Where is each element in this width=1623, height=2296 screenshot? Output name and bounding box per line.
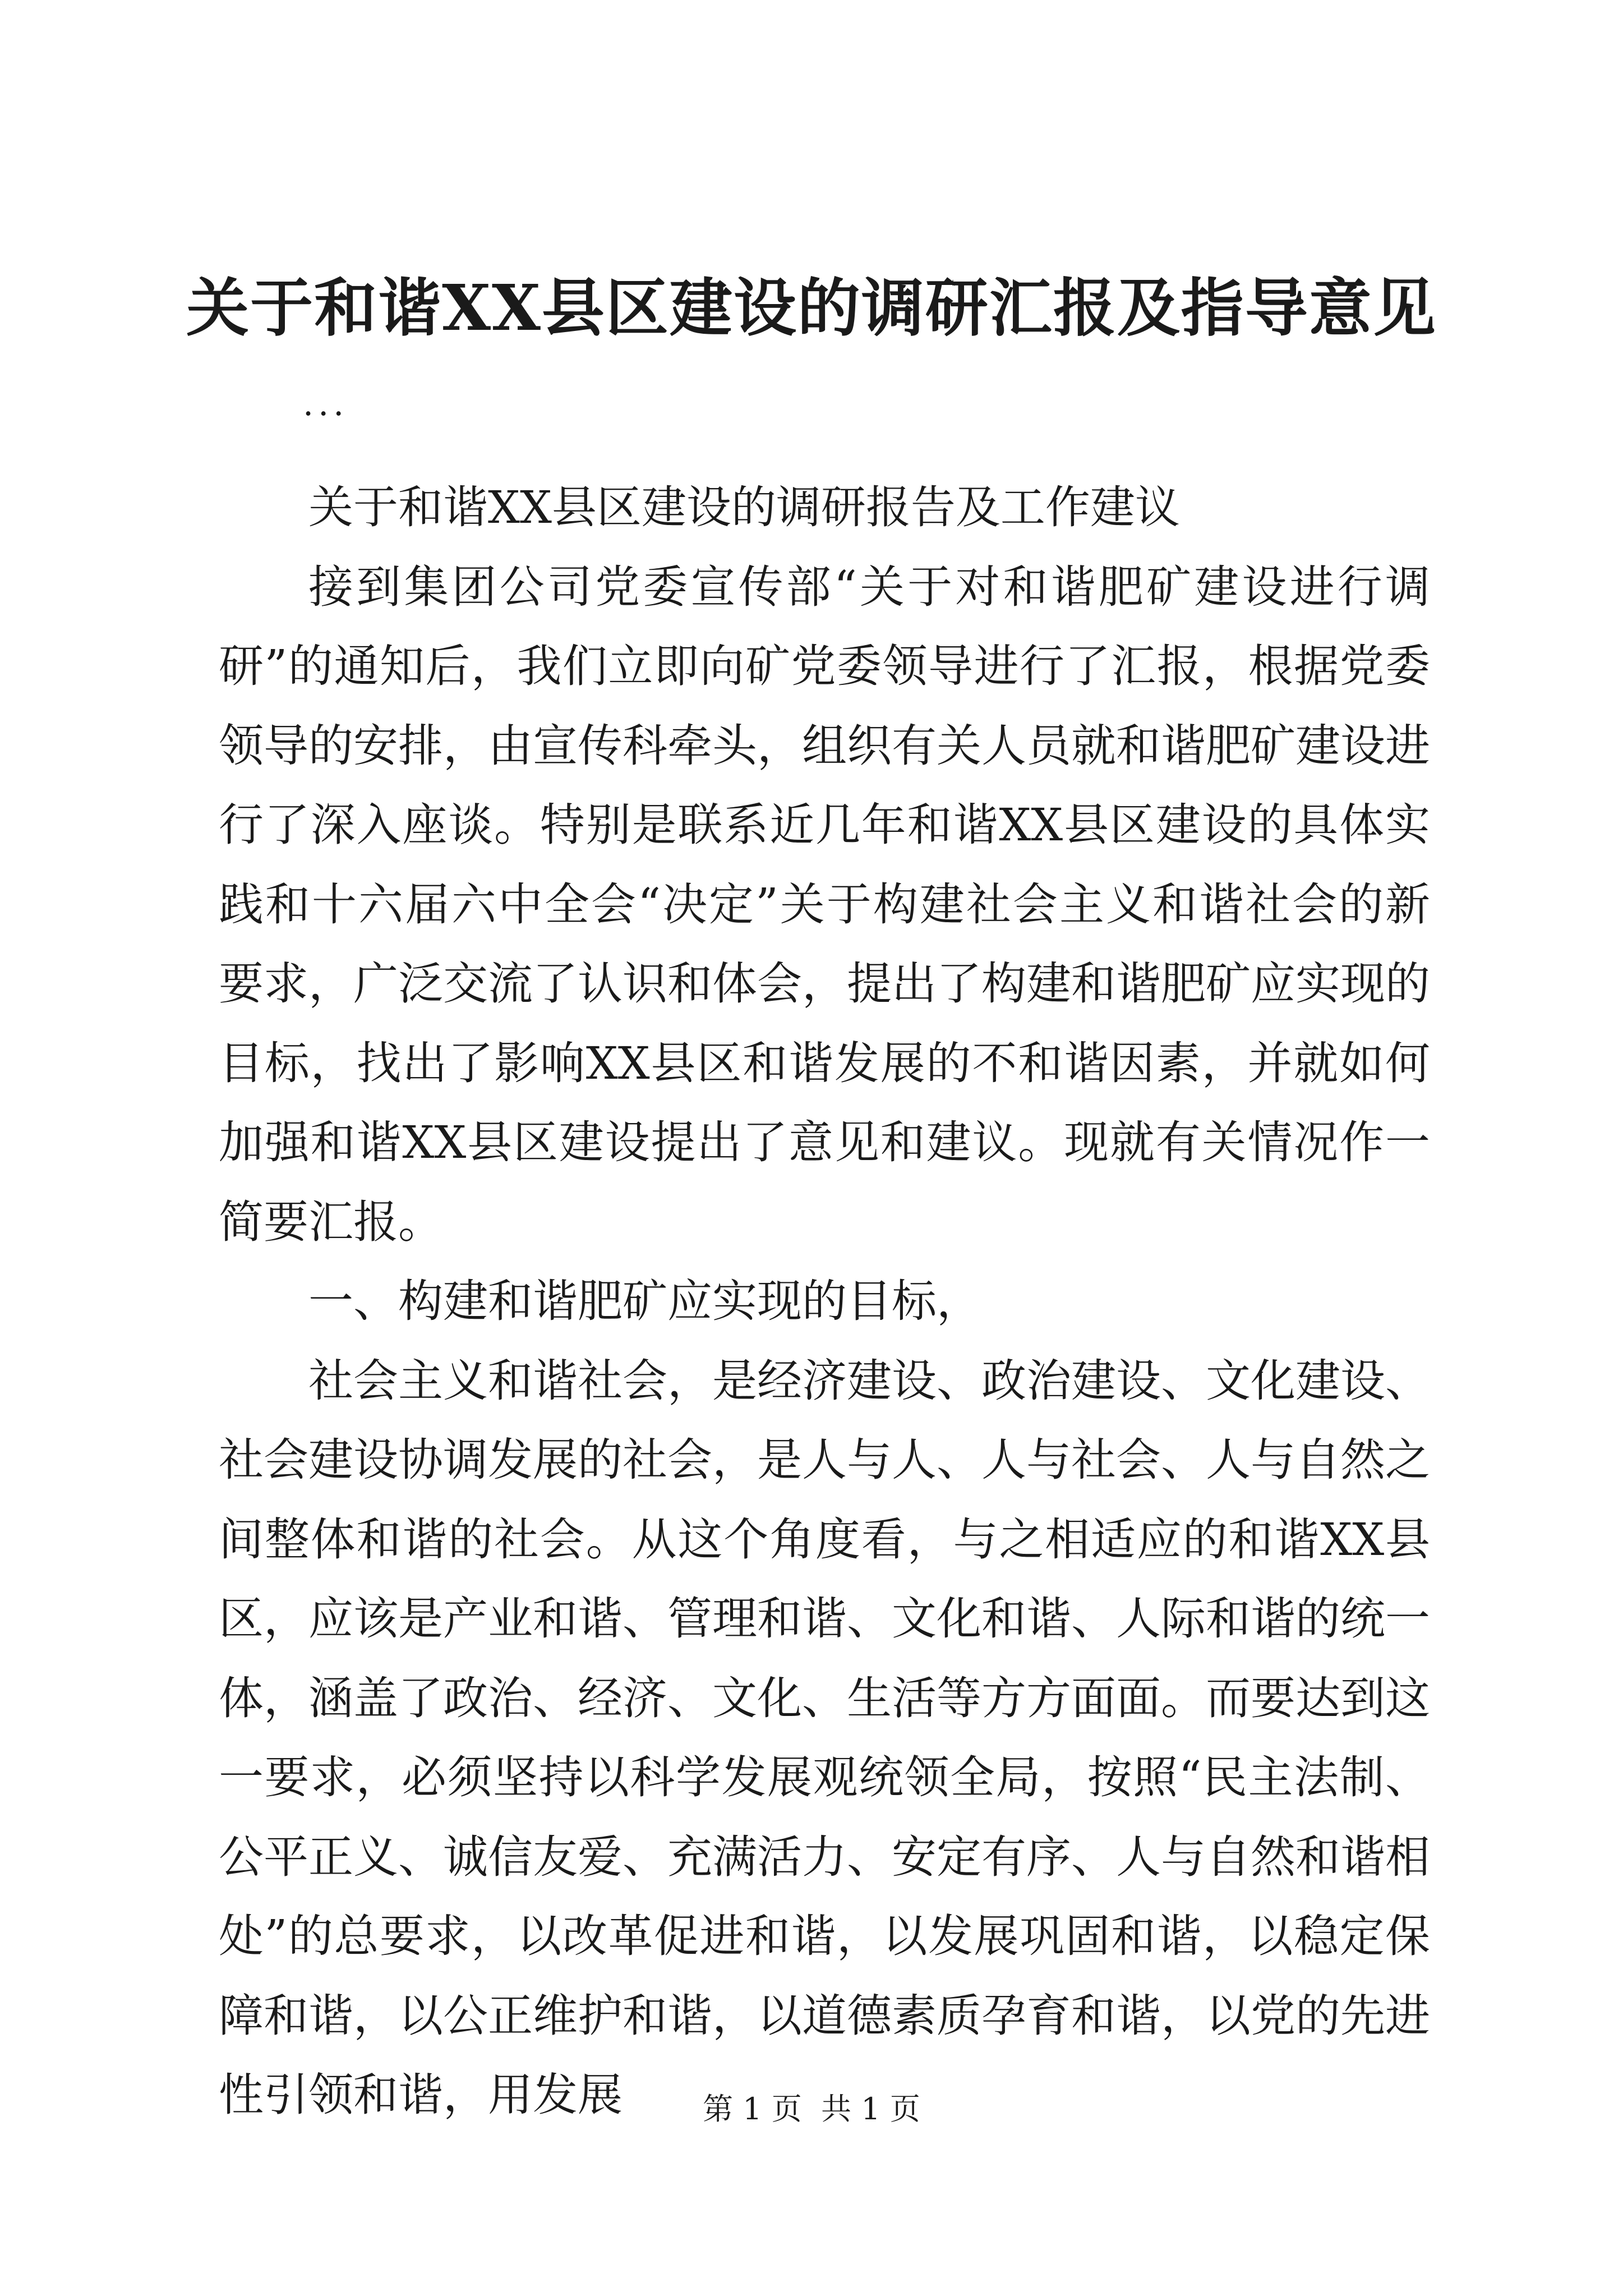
subtitle-paragraph: 关于和谐XX县区建设的调研报告及工作建议	[308, 481, 1180, 533]
document-title: 关于和谐XX县区建设的调研汇报及指导意见	[186, 272, 1437, 345]
document-body	[219, 468, 1430, 2135]
section-heading: 一、构建和谐肥矿应实现的目标，	[308, 1275, 981, 1327]
page-footer: 第 1 页 共 1 页	[703, 2091, 920, 2127]
body-paragraph: 接到集团公司党委宣传部“关于对和谐肥矿建设进行调研”的通知后，我们立即向矿党委领导进行了汇报，根据党委领导的安排，由宣传科牵头，组织有关人员就和谐肥矿建设进行了深入座谈。特别是联系近几年和谐XX县区建设的具体实践和十六届六中全会“决定”关于构建社会主义和谐社会的新要求，广泛交流了认识和体会，提出了构建和谐肥矿应实现的目标，找出了影响XX县区和谐发展的不和谐因素，并就如何加强和谐XX县区建设提出了意见和建议。现就有关情况作一简要汇报。	[219, 560, 1430, 1248]
body-paragraph: 社会主义和谐社会，是经济建设、政治建设、文化建设、社会建设协调发展的社会，是人与人、人与社会、人与自然之间整体和谐的社会。从这个角度看，与之相适应的和谐XX县区，应该是产业和谐、管理和谐、文化和谐、人际和谐的统一体，涵盖了政治、经济、文化、生活等方方面面。而要达到这一要求，必须坚持以科学发展观统领全局，按照“民主法制、公平正义、诚信友爱、充满活力、安定有序、人与自然和谐相处”的总要求，以改革促进和谐，以发展巩固和谐，以稳定保障和谐，以公正维护和谐，以道德素质孕育和谐，以党的先进性引领和谐，用发展	[219, 1354, 1430, 2121]
ellipsis-marker: ...	[303, 384, 349, 424]
